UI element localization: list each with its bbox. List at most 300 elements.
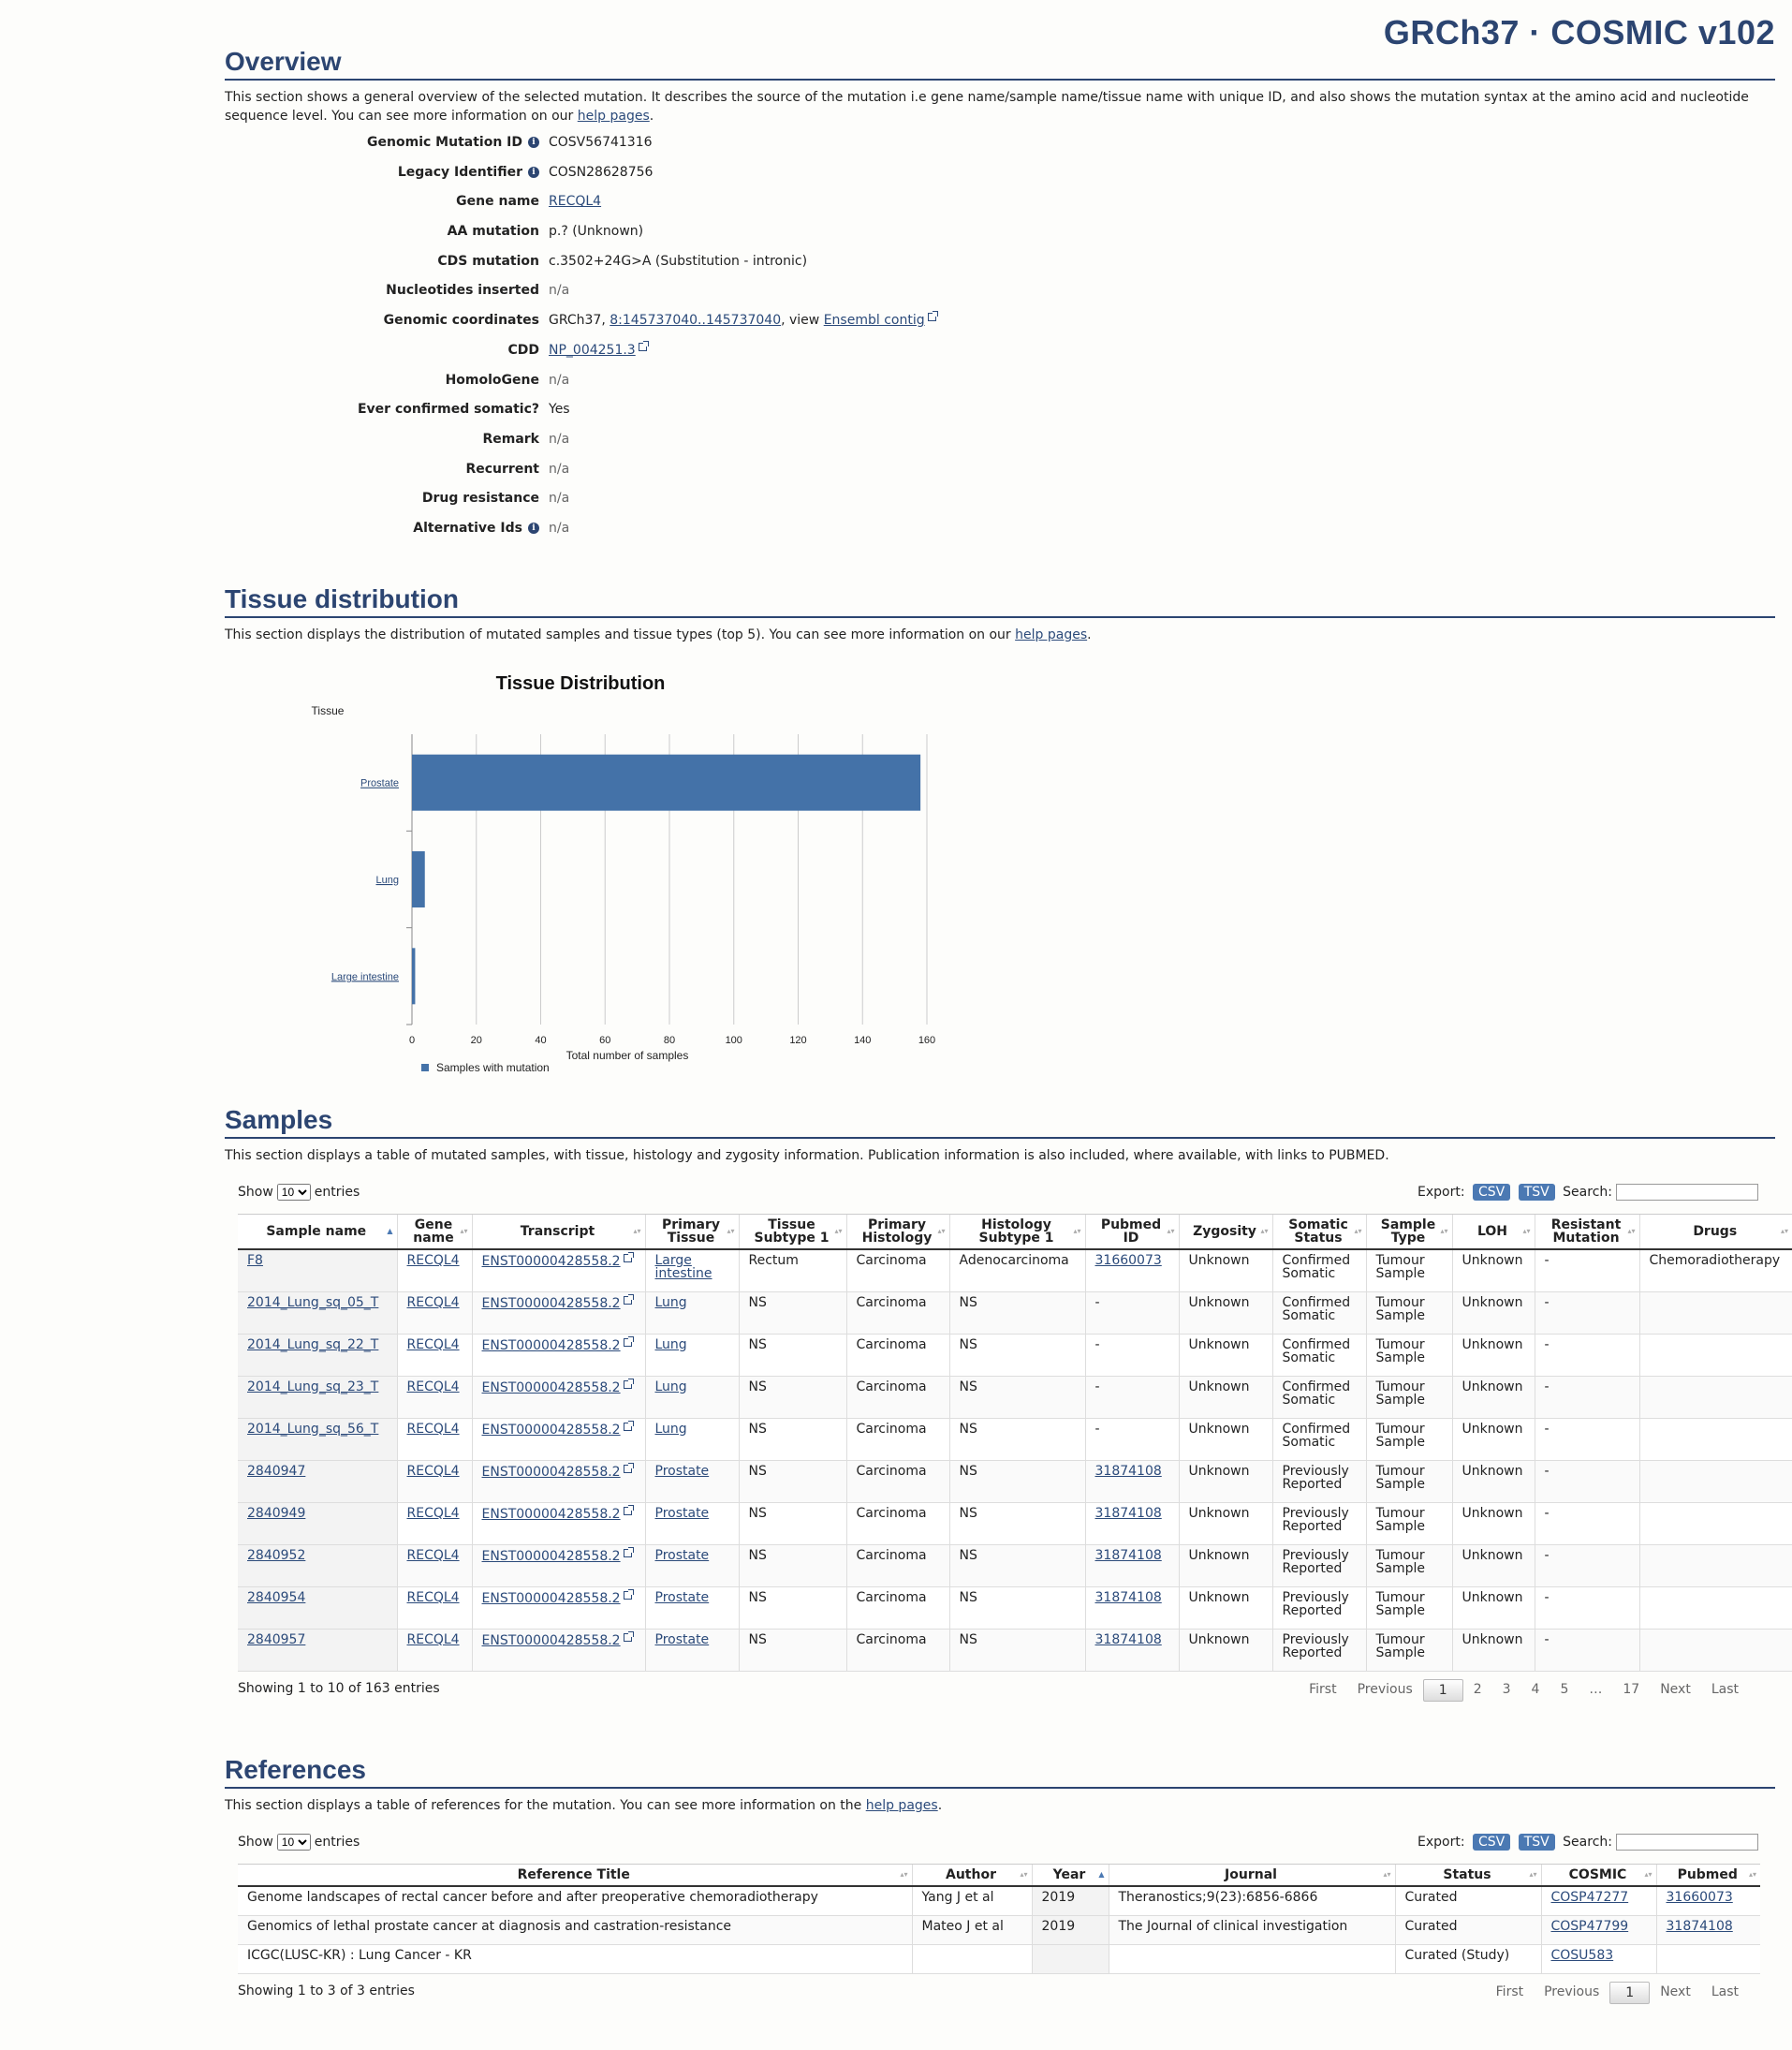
cell-link[interactable]: 2014_Lung_sq_22_T <box>247 1336 379 1352</box>
cell-link[interactable]: 2840957 <box>247 1631 306 1647</box>
cell-text: - <box>1544 1505 1550 1521</box>
overview-row <box>225 462 1067 492</box>
cell-text: Unknown <box>1462 1589 1523 1605</box>
table-row <box>238 1418 1792 1460</box>
tissue-description: This section displays the distribution of mutated samples and tissue types (top 5). You can see more information on our help pages. <box>225 627 1092 642</box>
references-length-select[interactable] <box>277 1834 311 1851</box>
references-search-input[interactable] <box>1616 1834 1758 1851</box>
external-link-icon <box>639 343 647 351</box>
cell-text: 2019 <box>1041 1918 1076 1934</box>
table-row <box>238 1502 1792 1544</box>
table-cell <box>472 1629 645 1671</box>
table-cell <box>397 1376 472 1418</box>
pagination-button[interactable]: 2 <box>1473 1681 1482 1697</box>
chart-legend-label: Samples with mutation <box>436 1061 550 1074</box>
table-cell <box>645 1376 739 1418</box>
cell-link[interactable]: RECQL4 <box>406 1547 460 1563</box>
table-cell <box>397 1334 472 1376</box>
cell-link[interactable]: Prostate <box>654 1463 710 1479</box>
samples-column-header[interactable]: Primary Tissue ▴▾ <box>645 1215 739 1250</box>
table-cell <box>1452 1586 1535 1629</box>
samples-column-header[interactable]: Drugs ▴▾ <box>1639 1215 1792 1250</box>
cell-text: NS <box>959 1547 977 1563</box>
table-cell <box>1366 1249 1452 1291</box>
overview-row <box>225 165 1067 195</box>
cell-text: NS <box>959 1463 977 1479</box>
cell-text: Confirmed Somatic <box>1282 1336 1351 1365</box>
chart-bar <box>412 755 920 811</box>
cell-link[interactable]: 2840949 <box>247 1505 306 1521</box>
cell-text: Unknown <box>1188 1336 1250 1352</box>
chart-category-label[interactable]: Lung <box>375 875 399 886</box>
cell-text: Confirmed Somatic <box>1282 1253 1351 1281</box>
sort-ascending-icon: ▲ <box>387 1227 393 1235</box>
cell-link[interactable]: 2014_Lung_sq_23_T <box>247 1379 379 1394</box>
table-cell <box>1085 1291 1179 1334</box>
table-cell <box>1272 1291 1366 1334</box>
table-cell <box>397 1586 472 1629</box>
table-cell <box>1085 1376 1179 1418</box>
table-cell <box>1272 1502 1366 1544</box>
pagination-button[interactable]: 17 <box>1623 1681 1640 1697</box>
references-column-header[interactable]: Journal ▴▾ <box>1109 1865 1395 1887</box>
cell-link[interactable]: ENST00000428558.2 <box>481 1506 621 1522</box>
cell-text: Carcinoma <box>856 1547 927 1563</box>
overview-value-link[interactable]: NP_004251.3 <box>549 342 636 358</box>
cell-text: NS <box>748 1336 767 1352</box>
external-link-icon <box>624 1591 632 1600</box>
table-cell <box>1535 1291 1639 1334</box>
cell-text: - <box>1094 1379 1100 1394</box>
cell-link[interactable]: Prostate <box>654 1547 710 1563</box>
references-column-header[interactable]: Pubmed ▴▾ <box>1656 1865 1760 1887</box>
table-cell <box>645 1418 739 1460</box>
overview-value: n/a <box>549 372 570 388</box>
cell-link[interactable]: Lung <box>654 1336 687 1352</box>
cell-text: NS <box>959 1589 977 1605</box>
cell-text: Unknown <box>1462 1294 1523 1310</box>
table-cell <box>238 1886 912 1915</box>
cell-text: Unknown <box>1188 1421 1250 1437</box>
overview-value: n/a <box>549 461 570 477</box>
table-cell <box>397 1460 472 1502</box>
table-cell <box>1272 1586 1366 1629</box>
samples-column-header[interactable]: Gene name ▴▾ <box>397 1215 472 1250</box>
table-cell <box>949 1586 1085 1629</box>
table-cell <box>238 1460 397 1502</box>
table-cell <box>739 1291 846 1334</box>
overview-row <box>225 432 1067 462</box>
samples-controls <box>225 1176 1775 1214</box>
table-cell <box>1656 1944 1760 1973</box>
samples-table <box>238 1214 1792 1672</box>
table-cell <box>1179 1460 1272 1502</box>
cell-link[interactable]: RECQL4 <box>406 1505 460 1521</box>
pagination-current-page[interactable]: 1 <box>1423 1679 1463 1702</box>
cell-link[interactable]: COSP47277 <box>1550 1890 1629 1905</box>
table-cell <box>1639 1629 1792 1671</box>
cell-link[interactable]: ENST00000428558.2 <box>481 1422 621 1438</box>
table-cell <box>1395 1944 1541 1973</box>
table-cell <box>1179 1334 1272 1376</box>
cell-link[interactable]: Prostate <box>654 1589 710 1605</box>
cell-link[interactable]: Large intestine <box>654 1253 712 1281</box>
cell-text: NS <box>959 1294 977 1310</box>
references-export: Export: CSV TSV Search: <box>1417 1834 1758 1851</box>
table-cell <box>949 1502 1085 1544</box>
table-cell <box>1085 1249 1179 1291</box>
references-description: This section displays a table of references for the mutation. You can see more information on the help pages. <box>225 1798 943 1813</box>
overview-value: n/a <box>549 520 570 536</box>
cell-text: - <box>1544 1379 1550 1394</box>
table-cell <box>238 1418 397 1460</box>
table-cell <box>645 1502 739 1544</box>
references-help-link[interactable]: help pages <box>865 1798 938 1813</box>
cell-link[interactable]: Lung <box>654 1294 687 1310</box>
cell-text: Chemoradiotherapy <box>1649 1253 1781 1268</box>
references-column-header[interactable]: Reference Title ▴▾ <box>238 1865 912 1887</box>
cell-link[interactable]: 31874108 <box>1094 1589 1162 1605</box>
references-column-header[interactable]: COSMIC ▴▾ <box>1541 1865 1656 1887</box>
sort-both-icon: ▴▾ <box>1644 1870 1652 1879</box>
cell-text: NS <box>748 1463 767 1479</box>
pagination-button[interactable]: 5 <box>1560 1681 1569 1697</box>
overview-value: p.? (Unknown) <box>549 224 644 240</box>
overview-row <box>225 373 1067 403</box>
samples-column-header[interactable]: Resistant Mutation ▴▾ <box>1535 1215 1639 1250</box>
samples-column-header[interactable]: Pubmed ID ▴▾ <box>1085 1215 1179 1250</box>
table-cell <box>949 1629 1085 1671</box>
table-cell <box>1085 1544 1179 1586</box>
sort-both-icon: ▴▾ <box>1780 1227 1788 1235</box>
cell-text: 2019 <box>1041 1890 1076 1905</box>
table-cell <box>1366 1376 1452 1418</box>
cell-text: Carcinoma <box>856 1505 927 1521</box>
cell-link[interactable]: 31874108 <box>1094 1463 1162 1479</box>
cell-text: NS <box>959 1379 977 1394</box>
table-cell <box>1639 1418 1792 1460</box>
cell-text: Unknown <box>1188 1253 1250 1268</box>
cell-link[interactable]: ENST00000428558.2 <box>481 1295 621 1311</box>
overview-label: Ever confirmed somatic? <box>357 402 539 418</box>
table-row <box>238 1629 1792 1671</box>
cell-text: Unknown <box>1188 1505 1250 1521</box>
chart-x-tick-label: 60 <box>599 1035 611 1046</box>
table-cell <box>1032 1944 1109 1973</box>
table-cell <box>1109 1915 1395 1944</box>
table-cell <box>1452 1418 1535 1460</box>
cell-link[interactable]: COSP47799 <box>1550 1918 1629 1934</box>
cell-link[interactable]: RECQL4 <box>406 1379 460 1394</box>
references-column-header[interactable]: Year ▲ <box>1032 1865 1109 1887</box>
cell-link[interactable]: ENST00000428558.2 <box>481 1632 621 1648</box>
table-cell <box>645 1544 739 1586</box>
pagination-button[interactable]: 3 <box>1502 1681 1511 1697</box>
cell-link[interactable]: ENST00000428558.2 <box>481 1379 621 1395</box>
cell-text: Tumour Sample <box>1375 1547 1425 1576</box>
pagination-button[interactable]: First <box>1309 1681 1337 1697</box>
references-section <box>225 1755 1775 2012</box>
samples-column-header[interactable]: Sample name ▲ <box>238 1215 397 1250</box>
samples-column-header[interactable]: Somatic Status ▴▾ <box>1272 1215 1366 1250</box>
cell-link[interactable]: 2840952 <box>247 1547 306 1563</box>
cell-text: Genome landscapes of rectal cancer before and after preoperative chemoradiotherapy <box>247 1890 818 1905</box>
table-cell <box>1085 1460 1179 1502</box>
table-cell <box>949 1460 1085 1502</box>
info-icon[interactable]: i <box>528 523 539 534</box>
tissue-section <box>225 584 1775 1074</box>
overview-row <box>225 313 1067 343</box>
table-cell <box>1272 1460 1366 1502</box>
table-cell <box>846 1334 949 1376</box>
pagination-button[interactable]: Next <box>1660 1681 1691 1697</box>
table-cell <box>1085 1586 1179 1629</box>
overview-label: Drug resistance <box>421 491 539 507</box>
pagination-button[interactable]: Previous <box>1544 1984 1600 1999</box>
pagination-button[interactable]: First <box>1495 1984 1524 1999</box>
cell-link[interactable]: RECQL4 <box>406 1421 460 1437</box>
cell-link[interactable]: RECQL4 <box>406 1463 460 1479</box>
references-csv-button[interactable]: CSV <box>1473 1834 1510 1851</box>
cell-link[interactable]: F8 <box>247 1253 263 1268</box>
pagination-button[interactable]: 4 <box>1531 1681 1540 1697</box>
cell-link[interactable]: 31874108 <box>1094 1547 1162 1563</box>
table-cell <box>645 1586 739 1629</box>
genomic-coordinates-link[interactable]: 8:145737040..145737040 <box>610 313 782 329</box>
table-cell <box>1535 1460 1639 1502</box>
cell-link[interactable]: 31660073 <box>1094 1253 1162 1268</box>
table-cell <box>1452 1291 1535 1334</box>
references-column-header[interactable]: Status ▴▾ <box>1395 1865 1541 1887</box>
overview-value: n/a <box>549 283 570 299</box>
references-pagination <box>1486 1982 1749 2004</box>
cell-link[interactable]: RECQL4 <box>406 1631 460 1647</box>
table-cell <box>1395 1915 1541 1944</box>
cell-link[interactable]: 31874108 <box>1094 1505 1162 1521</box>
cell-text: Carcinoma <box>856 1336 927 1352</box>
cell-link[interactable]: ENST00000428558.2 <box>481 1337 621 1353</box>
cell-link[interactable]: ENST00000428558.2 <box>481 1254 621 1269</box>
chart-x-tick-label: 0 <box>408 1035 416 1046</box>
table-cell <box>1656 1886 1760 1915</box>
references-tsv-button[interactable]: TSV <box>1519 1834 1555 1851</box>
cell-link[interactable]: Prostate <box>654 1505 710 1521</box>
samples-column-header[interactable]: LOH ▴▾ <box>1452 1215 1535 1250</box>
table-cell <box>846 1460 949 1502</box>
cell-link[interactable]: 2014_Lung_sq_05_T <box>247 1294 379 1310</box>
overview-value-link[interactable]: RECQL4 <box>549 194 602 210</box>
samples-info: Showing 1 to 10 of 163 entries <box>238 1680 440 1696</box>
chart-x-tick-label: 100 <box>725 1035 742 1046</box>
cell-text: Unknown <box>1462 1547 1523 1563</box>
cell-text: NS <box>959 1505 977 1521</box>
table-cell <box>1085 1418 1179 1460</box>
samples-description: This section displays a table of mutated samples, with tissue, histology and zygosity information. Publication information is also included, where available, with links to PUBMED. <box>225 1148 1389 1163</box>
cell-text: - <box>1544 1463 1550 1479</box>
cell-text: NS <box>748 1547 767 1563</box>
overview-value <box>549 194 601 209</box>
table-cell <box>1272 1376 1366 1418</box>
samples-column-header[interactable]: Tissue Subtype 1 ▴▾ <box>739 1215 846 1250</box>
table-cell <box>1085 1334 1179 1376</box>
table-cell <box>238 1944 912 1973</box>
table-cell <box>739 1502 846 1544</box>
table-cell <box>1179 1629 1272 1671</box>
cell-link[interactable]: ENST00000428558.2 <box>481 1548 621 1564</box>
external-link-icon <box>624 1507 632 1515</box>
references-column-header[interactable]: Author ▴▾ <box>912 1865 1032 1887</box>
cell-text: Tumour Sample <box>1375 1421 1425 1450</box>
cell-link[interactable]: COSU583 <box>1550 1947 1614 1963</box>
sort-both-icon: ▴▾ <box>834 1227 843 1235</box>
cell-text: - <box>1094 1336 1100 1352</box>
cell-link[interactable]: RECQL4 <box>406 1589 460 1605</box>
cell-link[interactable]: 2840954 <box>247 1589 306 1605</box>
table-cell <box>1535 1544 1639 1586</box>
external-link-icon <box>624 1633 632 1642</box>
chart-category-label[interactable]: Large intestine <box>330 971 399 983</box>
chart-legend-swatch <box>421 1064 429 1071</box>
table-cell <box>1272 1249 1366 1291</box>
table-cell <box>1109 1944 1395 1973</box>
table-cell <box>1272 1544 1366 1586</box>
sort-both-icon: ▴▾ <box>1522 1227 1531 1235</box>
table-cell <box>949 1334 1085 1376</box>
cell-text: Previously Reported <box>1282 1505 1349 1534</box>
table-cell <box>472 1376 645 1418</box>
info-icon[interactable]: i <box>528 137 539 148</box>
table-cell <box>645 1629 739 1671</box>
table-cell <box>1656 1915 1760 1944</box>
pagination-current-page[interactable]: 1 <box>1609 1982 1650 2004</box>
pagination-button[interactable]: Previous <box>1357 1681 1413 1697</box>
table-cell <box>739 1334 846 1376</box>
cell-link[interactable]: ENST00000428558.2 <box>481 1464 621 1480</box>
table-cell <box>397 1629 472 1671</box>
table-cell <box>397 1291 472 1334</box>
overview-section <box>225 47 1775 536</box>
overview-label: CDS mutation <box>437 253 539 269</box>
cell-link[interactable]: RECQL4 <box>406 1336 460 1352</box>
sort-ascending-icon: ▲ <box>1098 1870 1105 1879</box>
table-cell <box>472 1460 645 1502</box>
samples-csv-button[interactable]: CSV <box>1473 1184 1510 1201</box>
table-row <box>238 1944 1760 1973</box>
table-row <box>238 1886 1760 1915</box>
table-cell <box>846 1586 949 1629</box>
pagination-button[interactable]: Next <box>1660 1984 1691 1999</box>
table-row <box>238 1334 1792 1376</box>
pagination-button[interactable]: Last <box>1711 1681 1739 1697</box>
table-cell <box>1452 1502 1535 1544</box>
overview-value: COSV56741316 <box>549 135 653 150</box>
cell-link[interactable]: 2014_Lung_sq_56_T <box>247 1421 379 1437</box>
table-cell <box>1639 1376 1792 1418</box>
cell-link[interactable]: Prostate <box>654 1631 710 1647</box>
table-cell <box>472 1418 645 1460</box>
samples-search-input[interactable] <box>1616 1184 1758 1201</box>
references-table <box>238 1864 1760 1974</box>
cell-text: Carcinoma <box>856 1631 927 1647</box>
cell-text: NS <box>959 1336 977 1352</box>
cell-link[interactable]: RECQL4 <box>406 1253 460 1268</box>
samples-column-header[interactable]: Histology Subtype 1 ▴▾ <box>949 1215 1085 1250</box>
cell-link[interactable]: 31874108 <box>1094 1631 1162 1647</box>
ensembl-contig-link[interactable]: Ensembl contig <box>823 313 925 329</box>
overview-label: Remark <box>482 431 539 447</box>
cell-text: Confirmed Somatic <box>1282 1421 1351 1450</box>
cell-text: Unknown <box>1462 1463 1523 1479</box>
cell-text: - <box>1544 1631 1550 1647</box>
cell-link[interactable]: 2840947 <box>247 1463 306 1479</box>
table-cell <box>1535 1418 1639 1460</box>
table-cell <box>949 1291 1085 1334</box>
cell-link[interactable]: Lung <box>654 1421 687 1437</box>
chart-category-label[interactable]: Prostate <box>360 777 399 789</box>
samples-tsv-button[interactable]: TSV <box>1519 1184 1555 1201</box>
cell-link[interactable]: Lung <box>654 1379 687 1394</box>
chart-x-tick-label: 140 <box>854 1035 872 1046</box>
cell-link[interactable]: ENST00000428558.2 <box>481 1590 621 1606</box>
cell-text: The Journal of clinical investigation <box>1118 1918 1348 1934</box>
table-cell <box>397 1418 472 1460</box>
table-cell <box>238 1544 397 1586</box>
table-cell <box>1639 1460 1792 1502</box>
external-link-icon <box>624 1549 632 1557</box>
cell-text: Unknown <box>1188 1631 1250 1647</box>
table-row <box>238 1460 1792 1502</box>
overview-value: c.3502+24G>A (Substitution - intronic) <box>549 253 808 269</box>
chart-x-tick-label: 160 <box>918 1035 936 1046</box>
samples-column-header[interactable]: Sample Type ▴▾ <box>1366 1215 1452 1250</box>
table-cell <box>1179 1502 1272 1544</box>
samples-export: Export: CSV TSV Search: <box>1417 1184 1758 1201</box>
table-cell <box>739 1249 846 1291</box>
samples-column-header[interactable]: Primary Histology ▴▾ <box>846 1215 949 1250</box>
table-cell <box>1272 1418 1366 1460</box>
table-cell <box>1639 1334 1792 1376</box>
cell-link[interactable]: RECQL4 <box>406 1294 460 1310</box>
chart-bar <box>412 851 425 907</box>
overview-help-link[interactable]: help pages <box>577 109 650 124</box>
pagination-button[interactable]: Last <box>1711 1984 1739 1999</box>
table-cell <box>1179 1586 1272 1629</box>
references-title: References <box>225 1755 1775 1789</box>
sort-both-icon: ▴▾ <box>1073 1227 1081 1235</box>
tissue-title: Tissue distribution <box>225 584 1775 618</box>
samples-column-header[interactable]: Zygosity ▴▾ <box>1179 1215 1272 1250</box>
cell-text: Unknown <box>1462 1379 1523 1394</box>
cell-link[interactable]: 31660073 <box>1666 1890 1733 1905</box>
info-icon[interactable]: i <box>528 167 539 178</box>
tissue-help-link[interactable]: help pages <box>1015 627 1088 642</box>
table-cell <box>739 1376 846 1418</box>
table-cell <box>846 1291 949 1334</box>
table-cell <box>1452 1544 1535 1586</box>
overview-value <box>549 343 647 358</box>
cell-link[interactable]: 31874108 <box>1666 1918 1733 1934</box>
cell-text: Confirmed Somatic <box>1282 1294 1351 1323</box>
cell-text: Previously Reported <box>1282 1589 1349 1618</box>
cell-text: - <box>1544 1336 1550 1352</box>
external-link-icon <box>624 1380 632 1389</box>
samples-column-header[interactable]: Transcript ▴▾ <box>472 1215 645 1250</box>
table-cell <box>1452 1460 1535 1502</box>
table-cell <box>1535 1586 1639 1629</box>
samples-length-select[interactable] <box>277 1184 311 1201</box>
table-cell <box>846 1629 949 1671</box>
overview-value: n/a <box>549 431 570 447</box>
